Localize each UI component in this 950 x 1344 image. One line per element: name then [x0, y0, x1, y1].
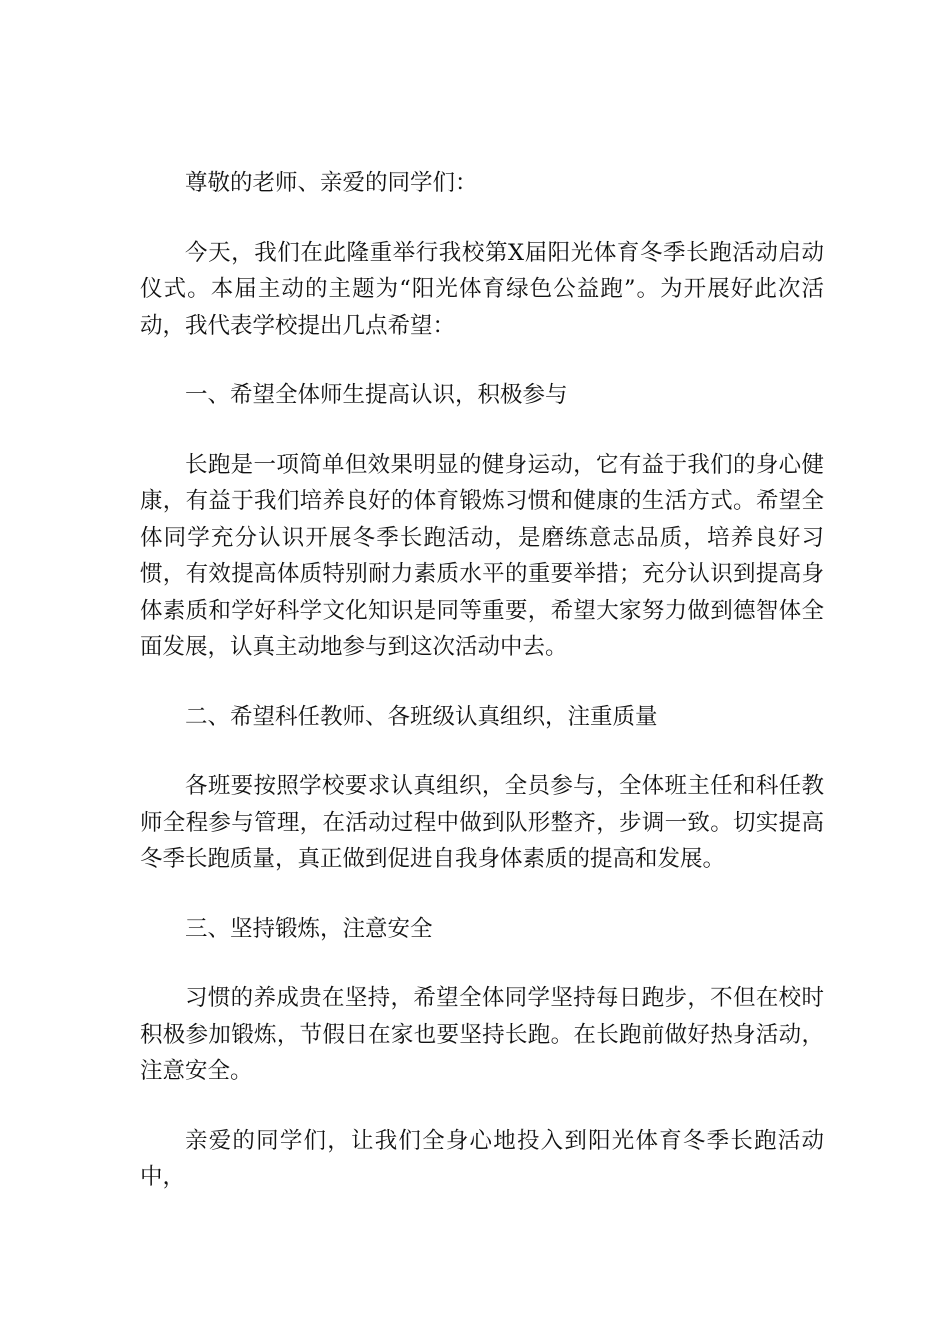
paragraph-gap	[140, 344, 824, 377]
paragraph-gap	[140, 666, 824, 699]
paragraph-gap	[140, 947, 824, 980]
salutation: 尊敬的老师、亲爱的同学们：	[185, 170, 478, 196]
paragraph-gap	[140, 1090, 824, 1123]
paragraph-gap	[140, 202, 824, 235]
closing-paragraph: 亲爱的同学们，让我们全身心地投入到阳光体育冬季长跑活动中，	[140, 1127, 824, 1190]
section2-body: 各班要按照学校要求认真组织，全员参与，全体班主任和科任教师全程参与管理，在活动过程中做到队形整齐，步调一致。切实提高冬季长跑质量，真正做到促进自我身体素质的提高和发展。	[140, 773, 824, 872]
paragraph-gap	[140, 878, 824, 911]
intro-paragraph: 今天，我们在此隆重举行我校第X届阳光体育冬季长跑活动启动仪式。本届主动的主题为“阳光体育绿色公益跑”。为开展好此次活动，我代表学校提出几点希望：	[140, 239, 824, 339]
section1-body: 长跑是一项简单但效果明显的健身运动，它有益于我们的身心健康，有益于我们培养良好的体育锻炼习惯和健康的生活方式。希望全体同学充分认识开展冬季长跑活动，是磨练意志品质，培养良好习惯，有效提高体质特别耐力素质水平的重要举措；充分认识到提高身体素质和学好科学文化知识是同等重要，希望大家努力做到德智体全面发展，认真主动地参与到这次活动中去。	[140, 451, 824, 660]
section3-body: 习惯的养成贵在坚持，希望全体同学坚持每日跑步，不但在校时积极参加锻炼，节假日在家也要坚持长跑。在长跑前做好热身活动，注意安全。	[140, 985, 824, 1084]
document-body	[140, 165, 824, 1196]
section3-heading: 三、坚持锻炼，注意安全	[185, 915, 433, 942]
paragraph-gap	[140, 414, 824, 447]
section1-heading: 一、希望全体师生提高认识，积极参与	[185, 382, 568, 408]
paragraph-gap	[140, 735, 824, 768]
section2-heading: 二、希望科任教师、各班级认真组织，注重质量	[185, 703, 658, 730]
